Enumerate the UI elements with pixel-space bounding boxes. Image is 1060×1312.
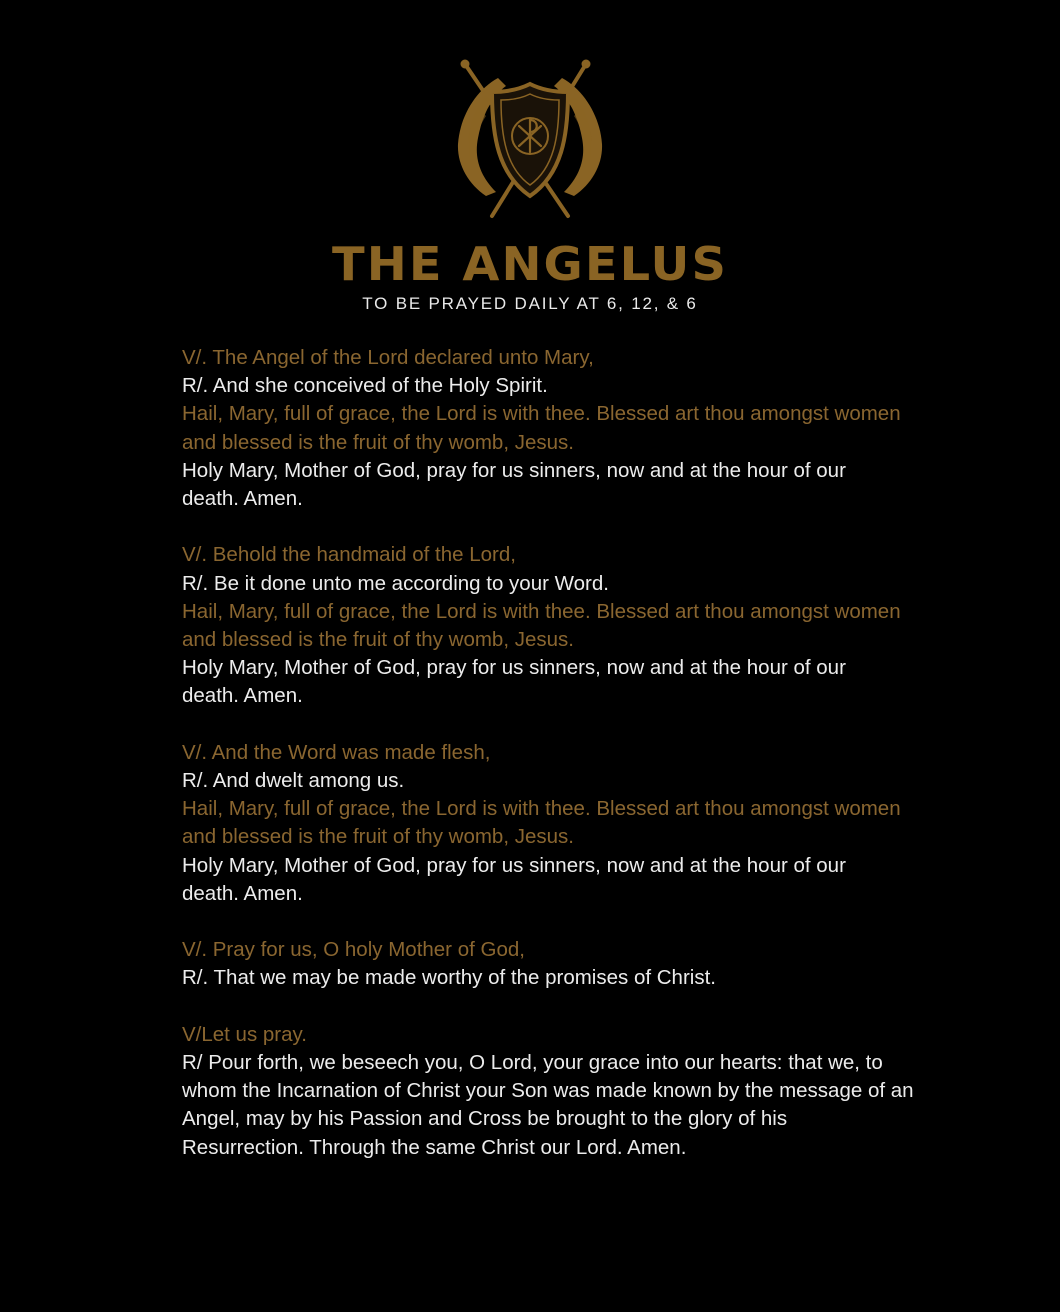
response-line: R/ Pour forth, we beseech you, O Lord, your grace into our hearts: that we, to: [182, 1051, 883, 1075]
versicle: V/Let us pray.: [182, 1022, 307, 1046]
page-title: THE ANGELUS: [332, 237, 728, 291]
versicle: V/. Pray for us, O holy Mother of God,: [182, 938, 525, 962]
stanza-4: [182, 936, 962, 992]
holy-mary-line: Holy Mary, Mother of God, pray for us sinners, now and at the hour of our: [182, 458, 846, 482]
response-line: Resurrection. Through the same Christ our Lord. Amen.: [182, 1135, 687, 1159]
holy-mary-line: Holy Mary, Mother of God, pray for us sinners, now and at the hour of our: [182, 656, 846, 680]
hail-mary-line: and blessed is the fruit of thy womb, Jesus.: [182, 825, 574, 849]
hail-mary-line: and blessed is the fruit of thy womb, Jesus.: [182, 430, 574, 454]
hail-mary-line: Hail, Mary, full of grace, the Lord is with thee. Blessed art thou amongst women: [182, 402, 901, 426]
response: R/. And dwelt among us.: [182, 769, 405, 793]
hail-mary-line: Hail, Mary, full of grace, the Lord is with thee. Blessed art thou amongst women: [182, 599, 901, 623]
hail-mary-line: Hail, Mary, full of grace, the Lord is with thee. Blessed art thou amongst women: [182, 797, 901, 821]
versicle: V/. Behold the handmaid of the Lord,: [182, 543, 516, 567]
response: R/. And she conceived of the Holy Spirit.: [182, 374, 548, 398]
response: R/. That we may be made worthy of the promises of Christ.: [182, 966, 716, 990]
hail-mary-line: and blessed is the fruit of thy womb, Jesus.: [182, 628, 574, 652]
response-line: Angel, may by his Passion and Cross be brought to the glory of his: [182, 1107, 788, 1131]
holy-mary-line: death. Amen.: [182, 487, 303, 511]
stanza-3: [182, 739, 962, 908]
holy-mary-line: Holy Mary, Mother of God, pray for us sinners, now and at the hour of our: [182, 853, 846, 877]
versicle: V/. The Angel of the Lord declared unto Mary,: [182, 346, 594, 369]
prayer-text: [182, 344, 962, 1190]
stanza-2: [182, 541, 962, 710]
holy-mary-line: death. Amen.: [182, 684, 303, 708]
stanza-5: [182, 1021, 962, 1162]
chi-rho-shield-wings-emblem: [440, 56, 620, 226]
stanza-1: [182, 344, 962, 513]
holy-mary-line: death. Amen.: [182, 881, 303, 905]
response-line: whom the Incarnation of Christ your Son was made known by the message of an: [182, 1079, 914, 1103]
versicle: V/. And the Word was made flesh,: [182, 740, 491, 764]
page-subtitle: TO BE PRAYED DAILY AT 6, 12, & 6: [362, 294, 698, 313]
response: R/. Be it done unto me according to your Word.: [182, 571, 609, 595]
